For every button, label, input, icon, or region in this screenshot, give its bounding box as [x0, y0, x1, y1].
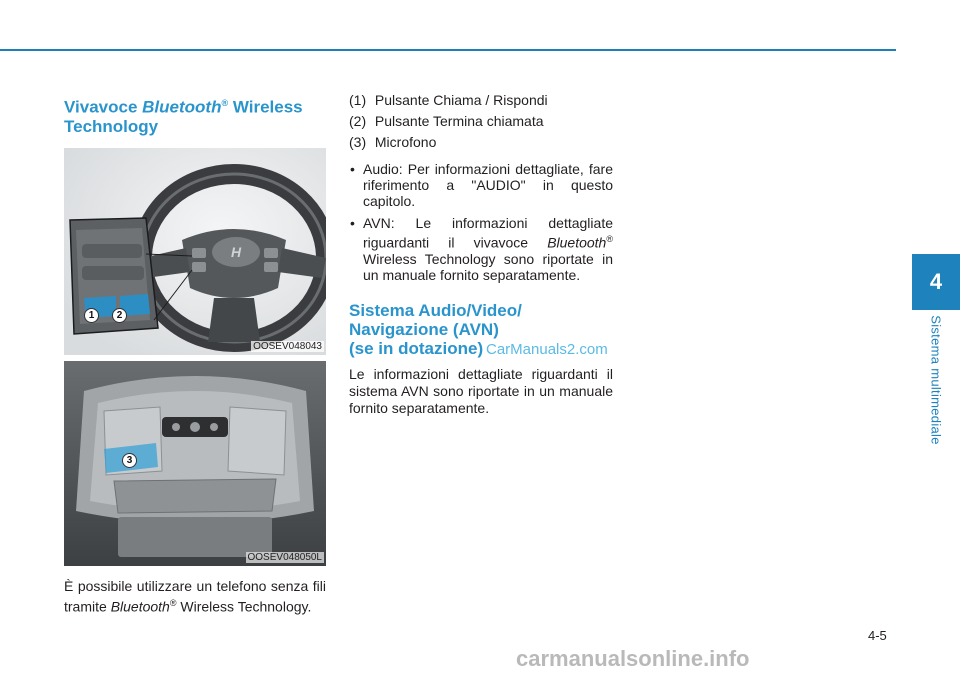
callout-3: 3 — [122, 453, 137, 468]
figure-code-1: OOSEV048043 — [253, 340, 322, 352]
steering-wheel-illustration — [64, 148, 326, 355]
steering-wheel-figure — [64, 148, 326, 355]
legend-item: (2) Pulsante Termina chiamata — [349, 113, 544, 129]
section-title-avn: Sistema Audio/Video/ Navigazione (AVN) (se in dotazione) — [349, 300, 522, 358]
chapter-number: 4 — [929, 269, 943, 294]
watermark-carmanualsonline: carmanualsonline.info — [516, 646, 750, 671]
left-column — [64, 94, 326, 615]
legend-item: (3) Microfono — [349, 134, 437, 150]
microphone-figure — [64, 361, 326, 566]
legend-item: (1) Pulsante Chiama / Rispondi — [349, 92, 548, 108]
chapter-label: Sistema multimediale — [928, 315, 944, 445]
right-column — [349, 92, 613, 417]
overhead-console-illustration — [64, 361, 326, 566]
page-number: 4-5 — [868, 628, 887, 643]
callout-1: 1 — [84, 308, 99, 323]
header-rule — [0, 49, 896, 51]
figure-code-2: OOSEV048050L — [247, 551, 322, 563]
callout-2: 2 — [112, 308, 127, 323]
avn-paragraph: Le informazioni dettagliate riguardanti il sistema AVN sono riportate in un manuale fornito separatamente. — [349, 365, 613, 416]
callout-legend — [349, 92, 613, 151]
notes-list — [349, 161, 613, 283]
intro-paragraph: È possibile utilizzare un telefono senza fili tramite Bluetooth® Wireless Technology. — [64, 577, 326, 615]
svg-text:H: H — [230, 243, 242, 260]
note-audio: • Audio: Per informazioni dettagliate, fare riferimento a "AUDIO" in questo capitolo. — [350, 161, 613, 209]
note-avn: • AVN: Le informazioni dettagliate riguardanti il vivavoce Bluetooth® Wireless Technology sono riportate in un manuale fornito separatamente. — [350, 215, 613, 283]
chapter-tab — [912, 254, 960, 310]
watermark-carmanuals2: CarManuals2.com — [486, 341, 608, 358]
section-title-handsfree: Vivavoce Bluetooth® Wireless Technology — [64, 97, 303, 136]
